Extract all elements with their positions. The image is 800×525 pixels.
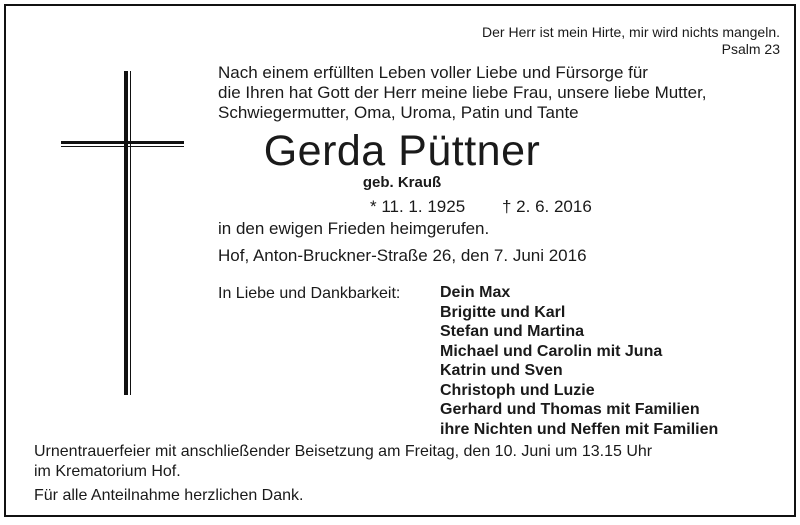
maiden-name: geb. Krauß	[362, 174, 442, 191]
thanks-note: Für alle Anteilnahme herzlichen Dank.	[34, 487, 304, 504]
intro-line: Schwiegermutter, Oma, Uroma, Patin und Tante	[218, 103, 579, 122]
family-member: Brigitte und Karl	[440, 303, 566, 321]
family-member: Michael und Carolin mit Juna	[440, 342, 663, 360]
intro-line: die Ihren hat Gott der Herr meine liebe Frau, unsere liebe Mutter,	[218, 83, 707, 102]
psalm-quote: Der Herr ist mein Hirte, mir wird nichts mangeln.	[482, 24, 780, 40]
obituary-card	[4, 4, 796, 517]
funeral-info: Urnentrauerfeier mit anschließender Beisetzung am Freitag, den 10. Juni um 13.15 Uhr	[34, 443, 653, 460]
birth-date: * 11. 1. 1925	[370, 197, 466, 216]
family-member: Stefan und Martina	[440, 323, 585, 340]
family-member: Gerhard und Thomas mit Familien	[440, 401, 700, 418]
cross-vertical-bar	[124, 71, 128, 395]
peace-text: in den ewigen Frieden heimgerufen.	[218, 219, 490, 238]
funeral-location: im Krematorium Hof.	[34, 463, 181, 480]
psalm-reference: Psalm 23	[721, 41, 780, 57]
family-list	[440, 283, 718, 439]
intro-text	[218, 63, 707, 123]
death-date: † 2. 6. 2016	[502, 197, 592, 216]
family-member: Dein Max	[440, 284, 511, 301]
thanks-label: In Liebe und Dankbarkeit:	[218, 285, 401, 302]
place-date: Hof, Anton-Bruckner-Straße 26, den 7. Juni 2016	[218, 246, 587, 265]
cross-vertical-line	[130, 71, 131, 395]
family-member: Katrin und Sven	[440, 362, 563, 379]
intro-line: Nach einem erfüllten Leben voller Liebe und Fürsorge für	[218, 63, 648, 82]
family-member: Christoph und Luzie	[440, 381, 595, 399]
deceased-name: Gerda Püttner	[263, 127, 541, 175]
family-member: ihre Nichten und Neffen mit Familien	[440, 420, 719, 438]
